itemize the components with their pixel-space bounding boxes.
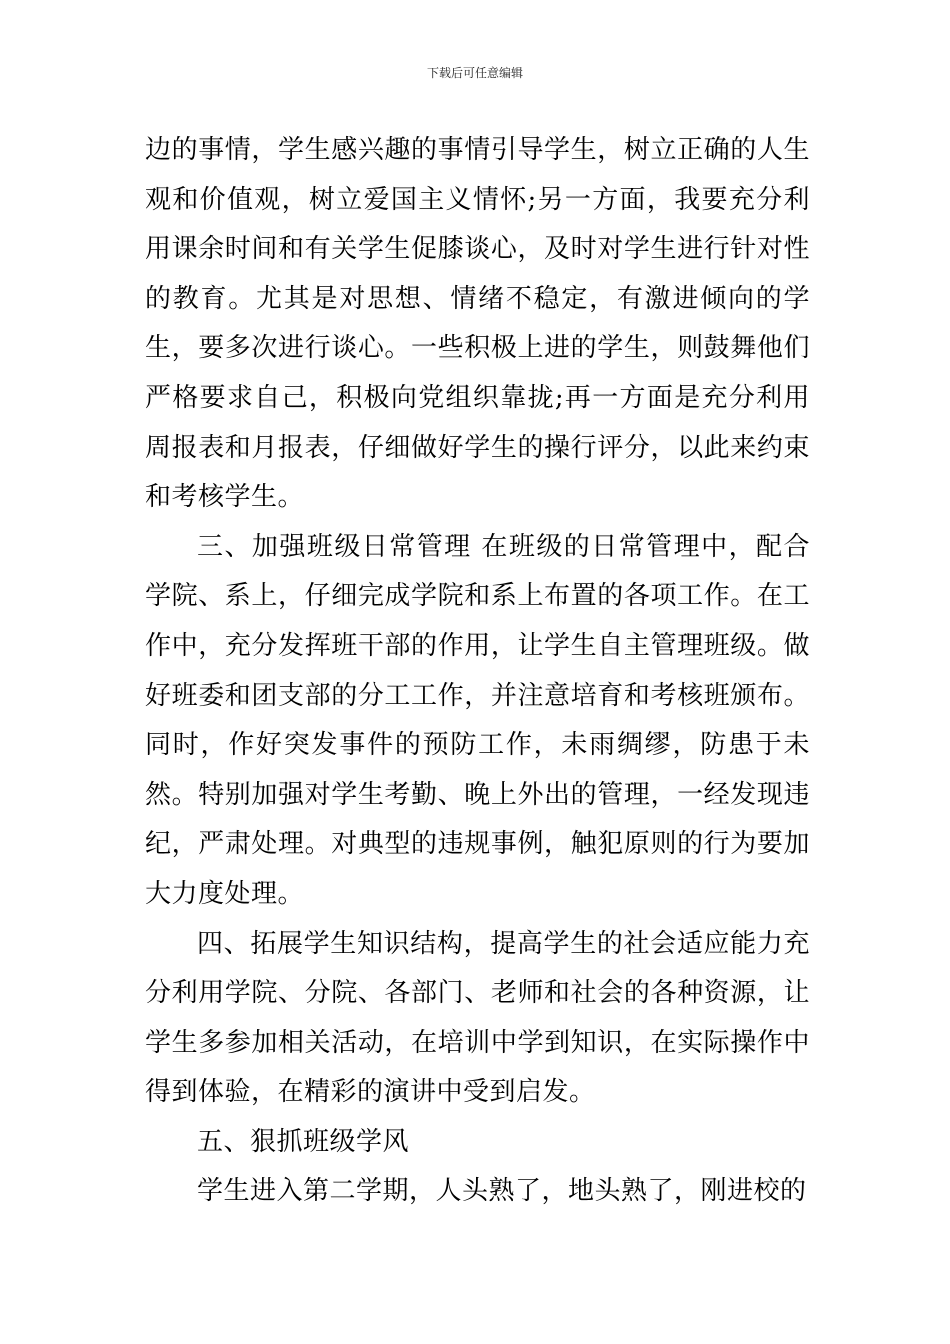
- document-body: [145, 126, 810, 1217]
- paragraph-section-4: 四、拓展学生知识结构，提高学生的社会适应能力充分利用学院、分院、各部门、老师和社会的各种资源，让学生多参加相关活动，在培训中学到知识，在实际操作中得到体验，在精彩的演讲中受到启发。: [145, 928, 810, 1108]
- heading-section-5: 五、狠抓班级学风: [197, 1126, 410, 1157]
- paragraph-continuation: 边的事情，学生感兴趣的事情引导学生，树立正确的人生观和价值观，树立爱国主义情怀;另一方面，我要充分利用课余时间和有关学生促膝谈心，及时对学生进行针对性的教育。尤其是对思想、情绪不稳定，有激进倾向的学生，要多次进行谈心。一些积极上进的学生，则鼓舞他们严格要求自己，积极向党组织靠拢;再一方面是充分利用周报表和月报表，仔细做好学生的操行评分，以此来约束和考核学生。: [145, 135, 810, 513]
- paragraph-section-3: 三、加强班级日常管理 在班级的日常管理中，配合学院、系上，仔细完成学院和系上布置的各项工作。在工作中，充分发挥班干部的作用，让学生自主管理班级。做好班委和团支部的分工工作，并注意培育和考核班颁布。同时，作好突发事件的预防工作，未雨绸缪，防患于未然。特别加强对学生考勤、晚上外出的管理，一经发现违纪，严肃处理。对典型的违规事例，触犯原则的行为要加大力度处理。: [145, 531, 810, 909]
- page-header-note: 下载后可任意编辑: [426, 66, 523, 80]
- paragraph-section-5-body: 学生进入第二学期，人头熟了，地头熟了，刚进校的: [197, 1176, 807, 1207]
